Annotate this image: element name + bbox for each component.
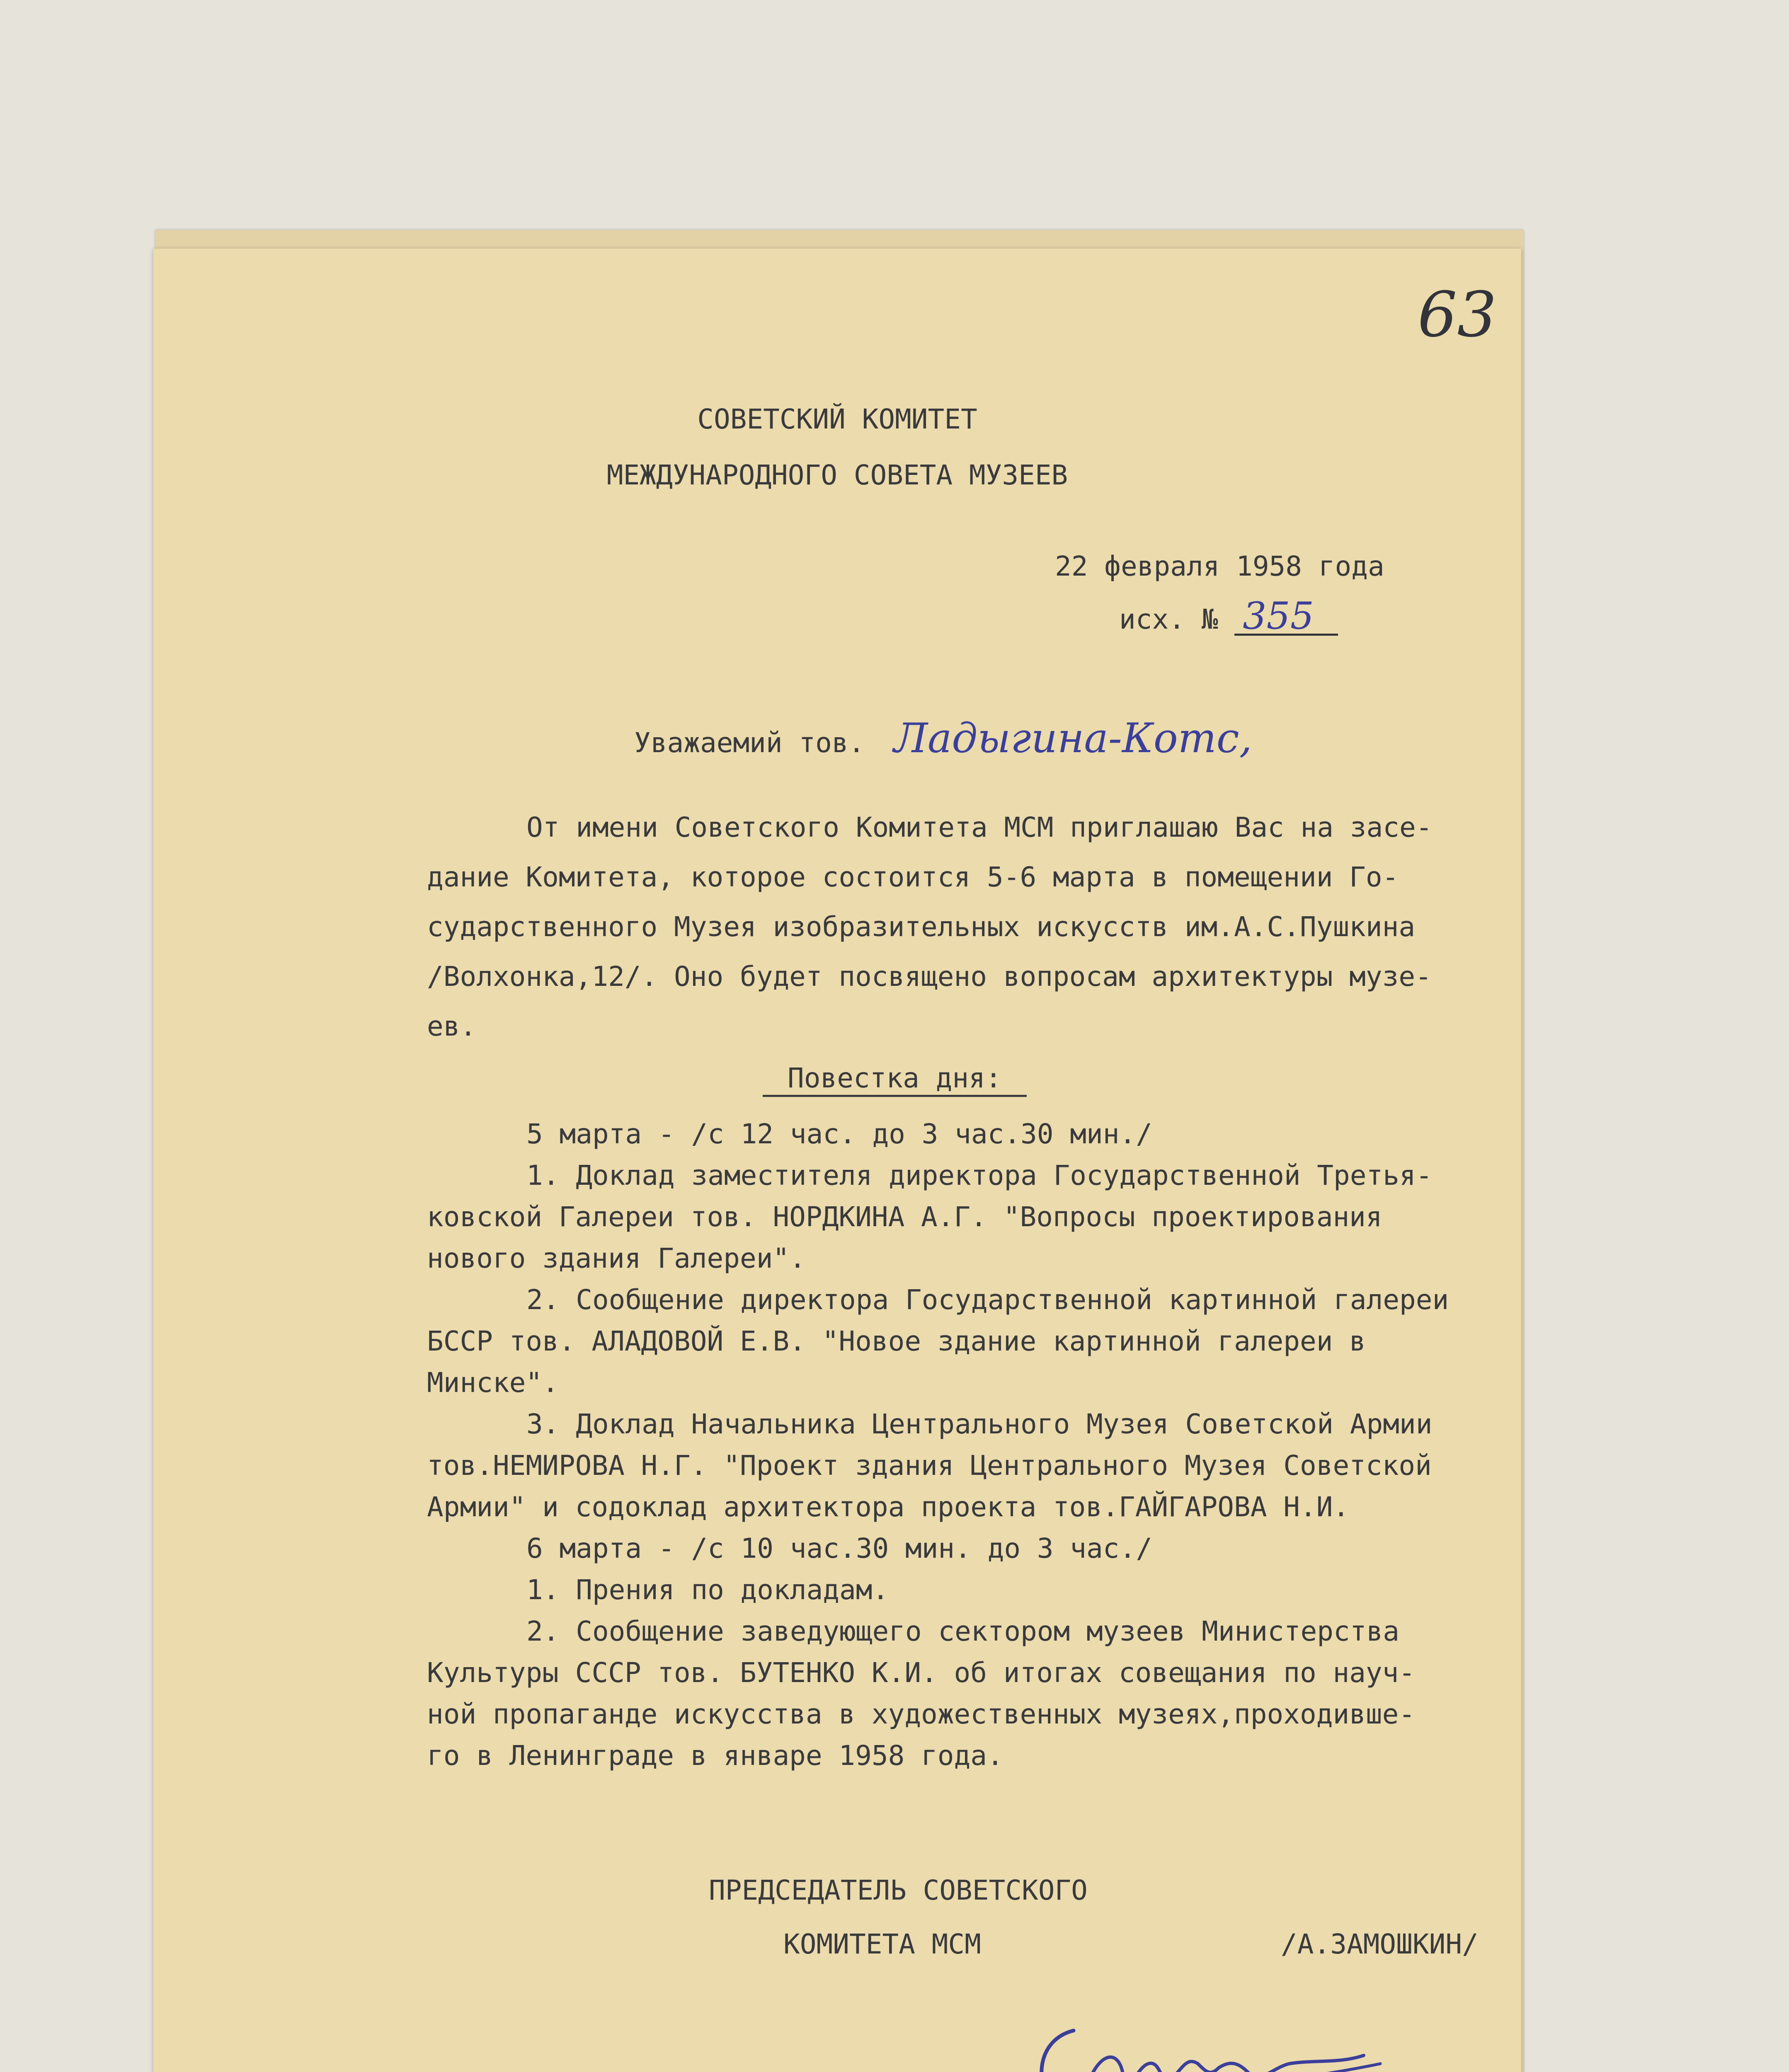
letter-date: 22 февраля 1958 года bbox=[1055, 550, 1384, 582]
agenda-line: 5 марта - /с 12 час. до 3 час.30 мин./ bbox=[526, 1118, 1152, 1150]
signatory-name: /А.ЗАМОШКИН/ bbox=[1281, 1928, 1479, 1960]
agenda-line: 3. Доклад Начальника Центрального Музея Советской Армии bbox=[526, 1408, 1433, 1440]
agenda-line: 1. Доклад заместителя директора Государственной Третья- bbox=[526, 1159, 1433, 1191]
agenda-title-text: Повестка дня: bbox=[763, 1062, 1027, 1097]
folio-number: 63 bbox=[1418, 279, 1497, 351]
handwritten-signature bbox=[1024, 2002, 1397, 2072]
outgoing-number: 355 bbox=[1234, 599, 1338, 636]
agenda-line: го в Ленинграде в январе 1958 года. bbox=[427, 1740, 1004, 1772]
agenda-title bbox=[763, 1061, 1027, 1096]
addressee-handwritten: Ладыгина-Котс, bbox=[894, 715, 1252, 762]
body-line: От имени Советского Комитета МСМ приглашаю Вас на засе- bbox=[526, 811, 1433, 843]
agenda-line: 1. Прения по докладам. bbox=[526, 1574, 889, 1606]
body-line: сударственного Музея изобразительных искусств им.А.С.Пушкина bbox=[427, 911, 1416, 943]
agenda-line: нового здания Галереи". bbox=[427, 1242, 806, 1274]
agenda-line: 6 марта - /с 10 час.30 мин. до 3 час./ bbox=[526, 1532, 1152, 1564]
document-page bbox=[153, 249, 1521, 2072]
salutation bbox=[634, 715, 1252, 762]
agenda-line: тов.НЕМИРОВА Н.Г. "Проект здания Центрального Музея Советской bbox=[427, 1450, 1432, 1481]
agenda-line: ной пропаганде искусства в художественных музеях,проходивше- bbox=[427, 1698, 1416, 1730]
agenda-line: ковской Галереи тов. НОРДКИНА А.Г. "Вопросы проектирования bbox=[427, 1201, 1382, 1233]
outgoing-prefix: исх. № bbox=[1119, 603, 1218, 635]
agenda-line: БССР тов. АЛАДОВОЙ Е.В. "Новое здание картинной галереи в bbox=[427, 1325, 1366, 1357]
salutation-prefix: Уважаемий тов. bbox=[634, 727, 865, 759]
body-line: ев. bbox=[427, 1010, 477, 1042]
org-title-line2: МЕЖДУНАРОДНОГО СОВЕТА МУЗЕЕВ bbox=[606, 459, 1068, 491]
body-line: /Волхонка,12/. Оно будет посвящено вопросам архитектуры музе- bbox=[427, 961, 1432, 992]
outgoing-number-line bbox=[1119, 594, 1338, 638]
org-title-line1: СОВЕТСКИЙ КОМИТЕТ bbox=[697, 403, 977, 435]
signature-title-line1: ПРЕДСЕДАТЕЛЬ СОВЕТСКОГО bbox=[709, 1874, 1088, 1906]
body-line: дание Комитета, которое состоится 5-6 марта в помещении Го- bbox=[427, 861, 1399, 893]
agenda-line: Культуры СССР тов. БУТЕНКО К.И. об итогах совещания по науч- bbox=[427, 1657, 1416, 1689]
signature-title-line2: КОМИТЕТА МСМ bbox=[783, 1928, 981, 1960]
agenda-line: Армии" и содоклад архитектора проекта тов.ГАЙГАРОВА Н.И. bbox=[427, 1491, 1350, 1523]
agenda-line: 2. Сообщение директора Государственной картинной галереи bbox=[526, 1284, 1449, 1316]
agenda-line: Минске". bbox=[427, 1367, 559, 1399]
agenda-line: 2. Сообщение заведующего сектором музеев Министерства bbox=[526, 1615, 1399, 1647]
